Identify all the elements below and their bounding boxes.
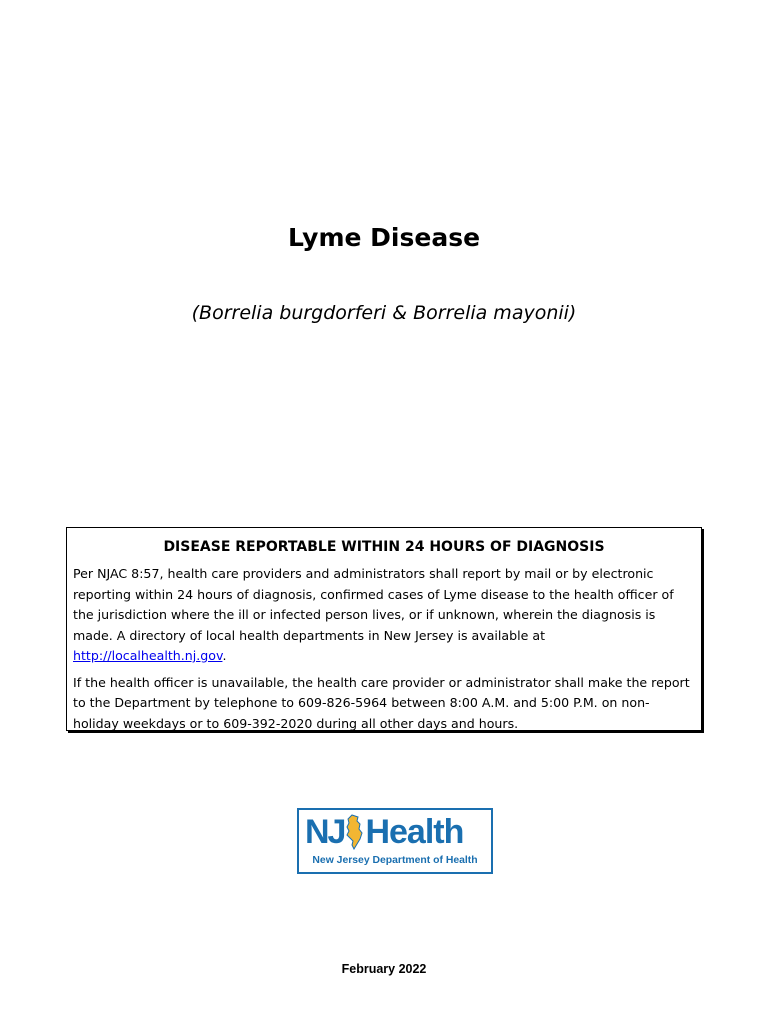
reporting-notice-box	[66, 527, 702, 731]
page-subtitle: (Borrelia burgdorferi & Borrelia mayonii)	[191, 302, 577, 324]
notice-paragraph-1-end: .	[222, 648, 227, 663]
notice-paragraph-1	[73, 564, 695, 667]
logo-health-text: Health	[365, 813, 464, 851]
new-jersey-state-icon	[344, 814, 364, 850]
notice-paragraph-2: If the health officer is unavailable, the health care provider or administrator shall make the report to the Department by telephone to 609-826-5964 between 8:00 A.M. and 5:00 P.M. on non-holiday weekdays or to 609-392-2020 during all other days and hours.	[73, 674, 690, 731]
logo-wordmark	[305, 814, 487, 850]
page-title: Lyme Disease	[287, 223, 481, 252]
logo-subtext: New Jersey Department of Health	[312, 855, 478, 866]
document-date: February 2022	[341, 962, 427, 976]
nj-health-logo	[297, 808, 493, 874]
logo-nj-text: NJ	[305, 813, 345, 851]
local-health-directory-link[interactable]: http://localhealth.nj.gov	[73, 648, 223, 663]
notice-heading: DISEASE REPORTABLE WITHIN 24 HOURS OF DIAGNOSIS	[163, 539, 605, 555]
notice-paragraph-1-text: Per NJAC 8:57, health care providers and administrators shall report by mail or by electronic reporting within 24 hours of diagnosis, confirmed cases of Lyme disease to the health officer of the jurisdiction where the ill or infected person lives, or if unknown, wherein the diagnosis is made. A directory of local health departments in New Jersey is available at	[73, 566, 674, 643]
